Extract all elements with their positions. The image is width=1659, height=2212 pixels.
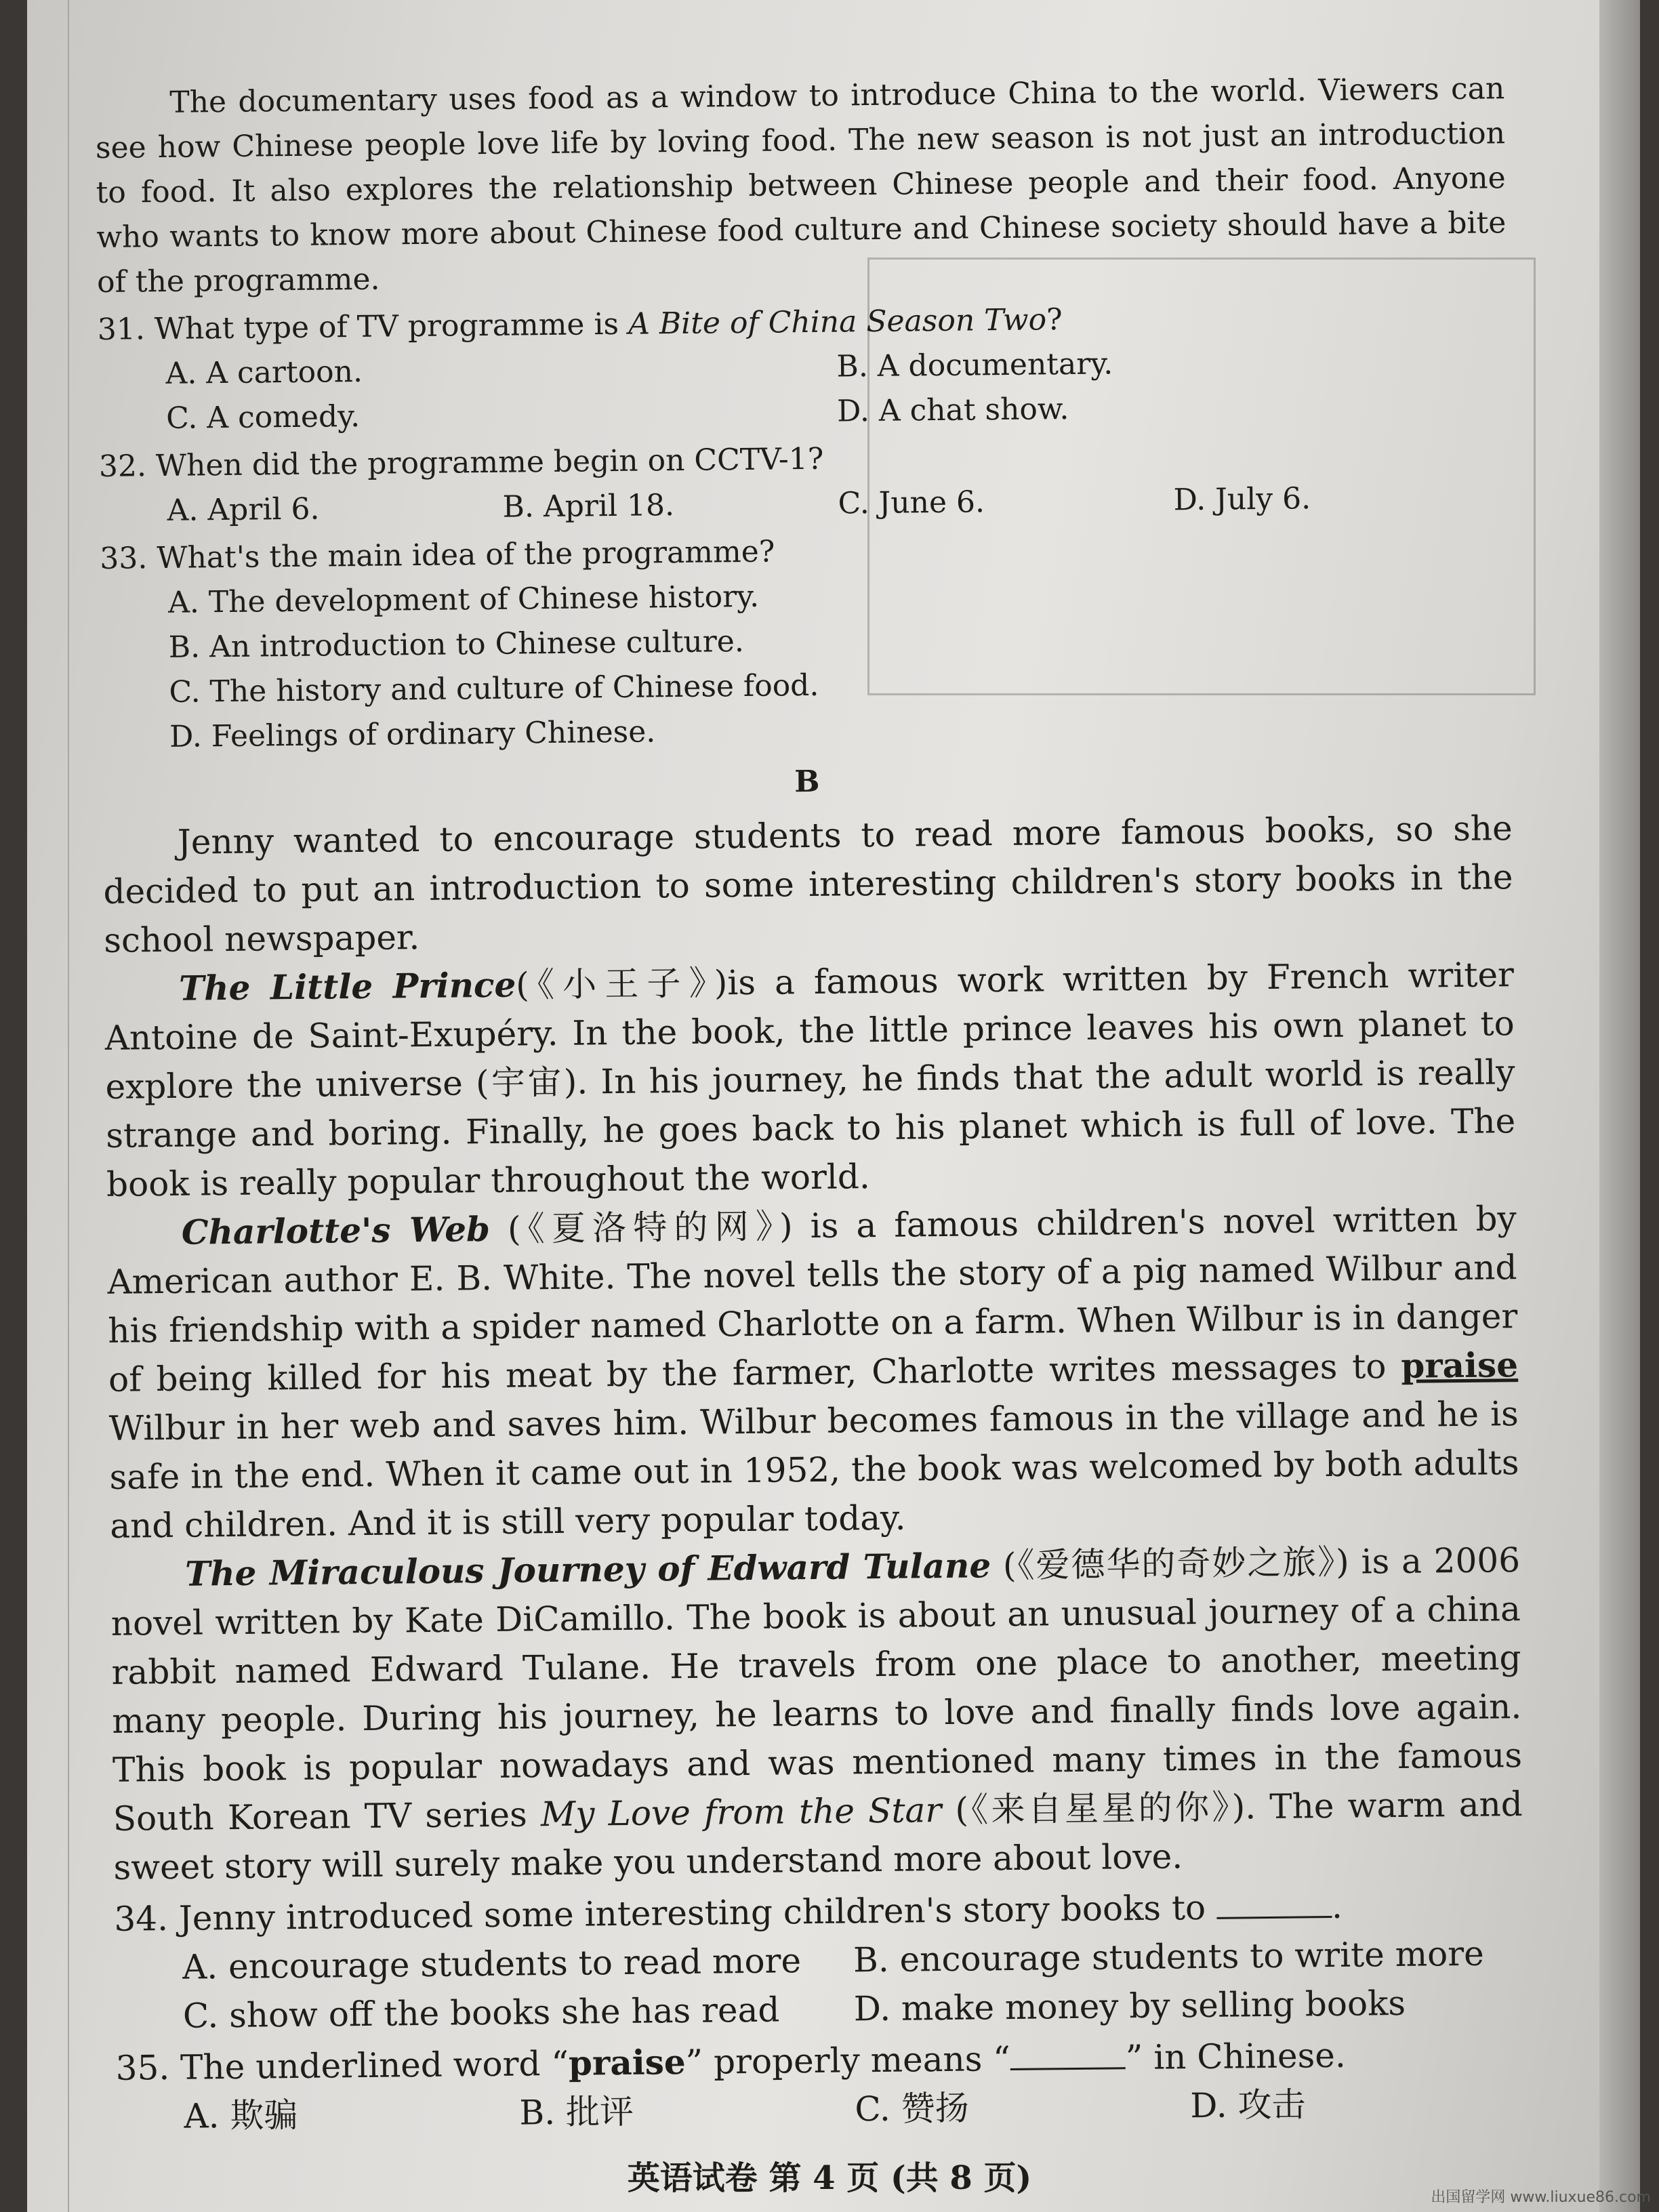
option-a: A. A cartoon.: [165, 354, 363, 391]
page-edge: [1599, 0, 1640, 2212]
option-d: D. July 6.: [1173, 481, 1311, 518]
option-a: A. The development of Chinese history.: [167, 579, 760, 620]
answer-blank: [1216, 1889, 1332, 1919]
option-d: D. Feelings of ordinary Chinese.: [169, 714, 656, 754]
option-a: A. encourage students to read more: [182, 1941, 802, 1987]
option-c: C. A comedy.: [165, 398, 361, 436]
watermark: 出国留学网 www.liuxue86.com: [1431, 2189, 1651, 2206]
question-31-options: [98, 337, 1508, 442]
option-d: D. 攻击: [1190, 2085, 1306, 2126]
question-32-stem: 32. When did the programme begin on CCTV-1?: [98, 441, 824, 484]
page-footer: 英语试卷 第 4 页 (共 8 页): [627, 2159, 1032, 2197]
book2-paragraph: Charlotte's Web (《夏洛特的网》) is a famous children's novel written by American author E. B. White. The novel tells the story of a pig named Wilbur and his friendship with a spider named Charlotte on a farm. When Wilbur is in danger of being killed for his meat by the farmer, Charlotte writes messages to praise Wilbur in her web and saves him. Wilbur becomes famous in the village and he is safe in the end. When it came out in 1952, the book was welcomed by both adults and children. And it is still very popular today.: [107, 1199, 1519, 1546]
book1-paragraph: The Little Prince(《小王子》)is a famous work written by French writer Antoine de Saint-Exupéry. In the book, the little prince leaves his own planet to explore the universe (宇宙). In his journey, he finds that the adult world is really strange and boring. Finally, he goes back to his planet which is full of love. The book is really popular throughout the world.: [104, 955, 1516, 1204]
option-b: B. April 18.: [502, 488, 675, 525]
page-content: [95, 66, 1526, 2142]
book1-title: The Little Prince: [178, 964, 516, 1008]
section-b-passage: [102, 804, 1525, 2142]
question-33-stem: 33. What's the main idea of the programme?: [100, 534, 775, 576]
section-a-passage-tail: The documentary uses food as a window to introduce China to the world. Viewers can see how Chinese people love life by loving food. The new season is not just an introduction to food. It also explores the relationship between Chinese people and their food. Anyone who wants to know more about Chinese food culture and Chinese society should have a bite of the programme.: [95, 71, 1507, 300]
option-c: C. The history and culture of Chinese food.: [169, 668, 819, 710]
option-b: B. 批评: [519, 2091, 634, 2133]
option-c: C. show off the books she has read: [182, 1990, 780, 2036]
underlined-word: praise: [1400, 1345, 1519, 1386]
option-c: C. 赞扬: [855, 2088, 969, 2129]
option-d: D. A chat show.: [836, 391, 1069, 429]
page-fold: [68, 0, 69, 2212]
question-35-stem: 35. The underlined word “praise” properly means “ ” in Chinese.: [115, 2035, 1347, 2088]
answer-blank: [1010, 2040, 1126, 2070]
question-31-stem: 31. What type of TV programme is A Bite of China Season Two?: [97, 302, 1063, 347]
option-a: A. April 6.: [167, 491, 320, 528]
intro-paragraph: Jenny wanted to encourage students to read more famous books, so she decided to put an introduction to some interesting children's story books in the school newspaper.: [103, 808, 1513, 960]
question-33-options: [100, 567, 1512, 760]
book3-paragraph: The Miraculous Journey of Edward Tulane (《爱德华的奇妙之旅》) is a 2006 novel written by Kate DiCamillo. The book is about an unusual journey of a china rabbit named Edward Tulane. He travels from one place to another, meeting many people. During his journey, he learns to love and finally finds love again. This book is popular nowadays and was mentioned many times in the famous South Korean TV series My Love from the Star (《来自星星的你》). The warm and sweet story will surely make you understand more about love.: [110, 1540, 1523, 1887]
option-b: B. A documentary.: [836, 346, 1113, 384]
option-b: B. An introduction to Chinese culture.: [168, 624, 745, 665]
option-b: B. encourage students to write more: [853, 1933, 1484, 1980]
option-c: C. June 6.: [838, 485, 985, 521]
question-34: [114, 1880, 1525, 2041]
option-d: D. make money by selling books: [853, 1983, 1406, 2029]
book2-title: Charlotte's Web: [181, 1208, 491, 1252]
tv-series-title: My Love from the Star: [540, 1790, 942, 1835]
question-35: [115, 2029, 1525, 2142]
question-31: [97, 293, 1508, 442]
book3-title: The Miraculous Journey of Edward Tulane: [184, 1545, 991, 1594]
question-34-stem: 34. Jenny introduced some interesting children's story books to .: [114, 1886, 1343, 1939]
question-34-options: [115, 1929, 1525, 2041]
question-32: [99, 430, 1509, 534]
option-a: A. 欺骗: [184, 2095, 298, 2136]
section-b-heading: B: [794, 764, 820, 800]
question-33: [100, 522, 1511, 760]
